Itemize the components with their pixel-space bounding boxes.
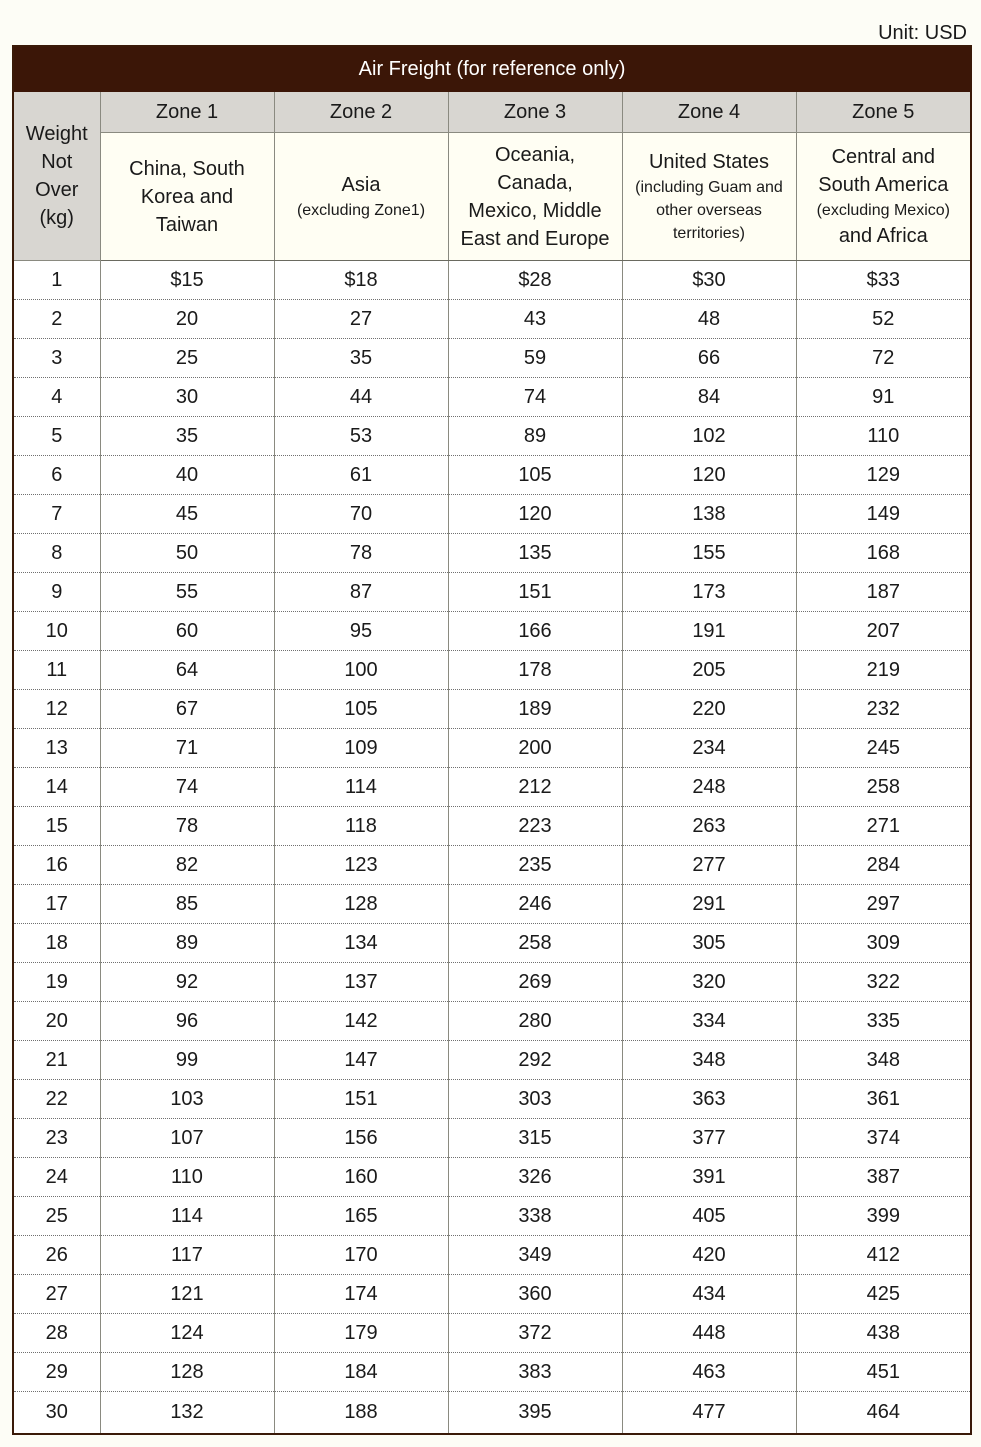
weight-column-header [13, 92, 100, 261]
zone-5-description [796, 133, 971, 261]
zone-4-rate: 138 [622, 495, 796, 534]
zone-1-rate: 55 [100, 573, 274, 612]
zone-4-rate: 477 [622, 1392, 796, 1435]
zone-4-rate: 263 [622, 807, 796, 846]
zone-4-rate: 434 [622, 1275, 796, 1314]
zone-2-rate: 105 [274, 690, 448, 729]
zone-4-rate: 277 [622, 846, 796, 885]
zone-5-rate: $33 [796, 261, 971, 300]
zone-4-rate: 391 [622, 1158, 796, 1197]
zone-4-rate: 363 [622, 1080, 796, 1119]
zone-3-rate: 151 [448, 573, 622, 612]
zone-4-rate: 291 [622, 885, 796, 924]
zone-1-rate: 20 [100, 300, 274, 339]
zone-1-rate: 128 [100, 1353, 274, 1392]
weight-cell: 2 [13, 300, 100, 339]
zone-2-rate: 156 [274, 1119, 448, 1158]
zone-5-rate: 187 [796, 573, 971, 612]
zone-1-rate: 25 [100, 339, 274, 378]
zone-2-rate: 170 [274, 1236, 448, 1275]
zone-5-rate: 425 [796, 1275, 971, 1314]
weight-cell: 13 [13, 729, 100, 768]
weight-cell: 14 [13, 768, 100, 807]
zone-3-rate: 383 [448, 1353, 622, 1392]
zone-3-rate: 395 [448, 1392, 622, 1435]
air-freight-table [12, 45, 972, 1435]
weight-cell: 18 [13, 924, 100, 963]
zone-desc-subnote: (excluding Mexico) [816, 202, 950, 219]
zone-1-rate: 30 [100, 378, 274, 417]
zone-desc-line: South America [818, 174, 949, 196]
zone-3-rate: 120 [448, 495, 622, 534]
zone-1-rate: 121 [100, 1275, 274, 1314]
zone-1-rate: 107 [100, 1119, 274, 1158]
zone-4-rate: 448 [622, 1314, 796, 1353]
zone-5-rate: 322 [796, 963, 971, 1002]
zone-3-rate: 360 [448, 1275, 622, 1314]
zone-4-rate: 377 [622, 1119, 796, 1158]
zone-5-rate: 271 [796, 807, 971, 846]
zone-2-rate: 184 [274, 1353, 448, 1392]
zone-5-rate: 91 [796, 378, 971, 417]
zone-desc-subnote: territories) [672, 225, 745, 242]
zone-3-rate: $28 [448, 261, 622, 300]
zone-4-rate: 205 [622, 651, 796, 690]
zone-desc-line: Central and [831, 146, 935, 168]
zone-1-header: Zone 1 [100, 92, 274, 133]
zone-1-rate: 45 [100, 495, 274, 534]
zone-desc-line: United States [648, 151, 770, 173]
zone-3-rate: 315 [448, 1119, 622, 1158]
weight-cell: 15 [13, 807, 100, 846]
table-row [13, 573, 971, 612]
zone-4-rate: 234 [622, 729, 796, 768]
zone-4-rate: 173 [622, 573, 796, 612]
zone-3-rate: 212 [448, 768, 622, 807]
table-row [13, 729, 971, 768]
zone-2-rate: 188 [274, 1392, 448, 1435]
zone-1-rate: 117 [100, 1236, 274, 1275]
zone-desc-subnote: other overseas [656, 202, 762, 219]
zone-1-rate: 40 [100, 456, 274, 495]
zone-3-rate: 43 [448, 300, 622, 339]
zone-1-rate: 60 [100, 612, 274, 651]
zone-5-rate: 297 [796, 885, 971, 924]
zone-3-rate: 74 [448, 378, 622, 417]
zone-2-rate: 165 [274, 1197, 448, 1236]
zone-2-rate: 100 [274, 651, 448, 690]
zone-2-rate: 174 [274, 1275, 448, 1314]
weight-cell: 29 [13, 1353, 100, 1392]
zone-3-rate: 303 [448, 1080, 622, 1119]
zone-1-rate: $15 [100, 261, 274, 300]
weight-cell: 16 [13, 846, 100, 885]
zone-5-rate: 258 [796, 768, 971, 807]
table-row [13, 534, 971, 573]
zone-5-rate: 361 [796, 1080, 971, 1119]
zone-4-rate: 120 [622, 456, 796, 495]
zone-5-rate: 110 [796, 417, 971, 456]
zone-3-rate: 189 [448, 690, 622, 729]
zone-3-rate: 246 [448, 885, 622, 924]
zone-2-rate: 147 [274, 1041, 448, 1080]
table-row [13, 690, 971, 729]
zone-4-rate: 320 [622, 963, 796, 1002]
table-row [13, 1236, 971, 1275]
zone-3-rate: 326 [448, 1158, 622, 1197]
zone-3-rate: 135 [448, 534, 622, 573]
zone-2-rate: 134 [274, 924, 448, 963]
weight-header-line: Weight [25, 123, 88, 145]
weight-cell: 26 [13, 1236, 100, 1275]
zone-1-rate: 110 [100, 1158, 274, 1197]
zone-4-rate: 155 [622, 534, 796, 573]
table-title-row [13, 46, 971, 92]
weight-cell: 22 [13, 1080, 100, 1119]
weight-header-line: Over [35, 179, 79, 201]
zone-2-rate: 70 [274, 495, 448, 534]
weight-cell: 4 [13, 378, 100, 417]
zone-2-rate: 179 [274, 1314, 448, 1353]
zone-1-rate: 71 [100, 729, 274, 768]
zone-1-rate: 114 [100, 1197, 274, 1236]
zone-3-rate: 372 [448, 1314, 622, 1353]
table-row [13, 1353, 971, 1392]
zone-2-rate: 27 [274, 300, 448, 339]
table-row [13, 495, 971, 534]
zone-1-rate: 96 [100, 1002, 274, 1041]
zone-3-rate: 223 [448, 807, 622, 846]
zone-3-rate: 59 [448, 339, 622, 378]
zone-2-rate: 137 [274, 963, 448, 1002]
zone-1-rate: 67 [100, 690, 274, 729]
zone-1-rate: 35 [100, 417, 274, 456]
zone-4-rate: 248 [622, 768, 796, 807]
zone-2-rate: 78 [274, 534, 448, 573]
zone-2-rate: 123 [274, 846, 448, 885]
zone-5-rate: 232 [796, 690, 971, 729]
zone-2-header: Zone 2 [274, 92, 448, 133]
zone-2-rate: 160 [274, 1158, 448, 1197]
table-row [13, 378, 971, 417]
zone-1-rate: 124 [100, 1314, 274, 1353]
zone-5-rate: 399 [796, 1197, 971, 1236]
zone-1-rate: 78 [100, 807, 274, 846]
zone-1-rate: 99 [100, 1041, 274, 1080]
zone-3-rate: 89 [448, 417, 622, 456]
table-row [13, 1041, 971, 1080]
zone-1-rate: 82 [100, 846, 274, 885]
table-row [13, 261, 971, 300]
zone-4-description [622, 133, 796, 261]
zone-3-header: Zone 3 [448, 92, 622, 133]
zone-2-rate: 142 [274, 1002, 448, 1041]
weight-cell: 8 [13, 534, 100, 573]
zone-3-rate: 280 [448, 1002, 622, 1041]
zone-1-description [100, 133, 274, 261]
zone-desc-line: Asia [341, 174, 381, 196]
weight-header-line: (kg) [39, 207, 74, 229]
table-row [13, 1275, 971, 1314]
zone-5-rate: 451 [796, 1353, 971, 1392]
zone-1-rate: 89 [100, 924, 274, 963]
zone-desc-line: Oceania, [494, 143, 576, 166]
zone-desc-line: Canada, [497, 171, 573, 194]
zone-5-rate: 309 [796, 924, 971, 963]
table-row [13, 1392, 971, 1435]
zone-3-rate: 235 [448, 846, 622, 885]
zone-1-rate: 132 [100, 1392, 274, 1435]
weight-cell: 7 [13, 495, 100, 534]
zone-5-rate: 438 [796, 1314, 971, 1353]
zone-desc-line: Mexico, Middle [468, 199, 602, 222]
table-title: Air Freight (for reference only) [13, 46, 971, 92]
zone-4-rate: 334 [622, 1002, 796, 1041]
weight-cell: 12 [13, 690, 100, 729]
zone-5-rate: 219 [796, 651, 971, 690]
zone-2-rate: 95 [274, 612, 448, 651]
zone-desc-line: and Africa [838, 225, 928, 247]
weight-cell: 19 [13, 963, 100, 1002]
zone-desc-line: China, South [129, 157, 245, 180]
zone-4-rate: 463 [622, 1353, 796, 1392]
zone-4-rate: 220 [622, 690, 796, 729]
zone-2-rate: 109 [274, 729, 448, 768]
zone-5-rate: 72 [796, 339, 971, 378]
zone-5-rate: 464 [796, 1392, 971, 1435]
zone-3-rate: 105 [448, 456, 622, 495]
weight-cell: 21 [13, 1041, 100, 1080]
zone-4-rate: 66 [622, 339, 796, 378]
table-row [13, 1158, 971, 1197]
zone-4-rate: 191 [622, 612, 796, 651]
weight-cell: 17 [13, 885, 100, 924]
zone-5-rate: 52 [796, 300, 971, 339]
table-row [13, 651, 971, 690]
table-row [13, 846, 971, 885]
zone-4-rate: 405 [622, 1197, 796, 1236]
zone-4-rate: 84 [622, 378, 796, 417]
table-row [13, 807, 971, 846]
zone-1-rate: 74 [100, 768, 274, 807]
zone-2-rate: $18 [274, 261, 448, 300]
zone-5-rate: 387 [796, 1158, 971, 1197]
zone-4-rate: 348 [622, 1041, 796, 1080]
weight-cell: 5 [13, 417, 100, 456]
zone-3-rate: 338 [448, 1197, 622, 1236]
weight-cell: 20 [13, 1002, 100, 1041]
zone-2-rate: 53 [274, 417, 448, 456]
zone-2-rate: 35 [274, 339, 448, 378]
zone-5-rate: 149 [796, 495, 971, 534]
zone-4-rate: 305 [622, 924, 796, 963]
zone-3-description [448, 133, 622, 261]
table-row [13, 339, 971, 378]
weight-cell: 3 [13, 339, 100, 378]
zone-1-rate: 103 [100, 1080, 274, 1119]
weight-cell: 11 [13, 651, 100, 690]
zone-header-row [13, 92, 971, 133]
weight-cell: 6 [13, 456, 100, 495]
table-row [13, 1314, 971, 1353]
table-row [13, 300, 971, 339]
zone-3-rate: 178 [448, 651, 622, 690]
zone-desc-subnote: (excluding Zone1) [296, 202, 426, 219]
zone-4-rate: 102 [622, 417, 796, 456]
zone-2-rate: 118 [274, 807, 448, 846]
zone-5-rate: 284 [796, 846, 971, 885]
zone-5-rate: 348 [796, 1041, 971, 1080]
zone-desc-line: Korea and [140, 185, 234, 208]
zone-description-row [13, 133, 971, 261]
table-row [13, 612, 971, 651]
table-row [13, 1002, 971, 1041]
zone-2-rate: 128 [274, 885, 448, 924]
zone-4-rate: $30 [622, 261, 796, 300]
zone-5-rate: 207 [796, 612, 971, 651]
zone-1-rate: 64 [100, 651, 274, 690]
zone-1-rate: 92 [100, 963, 274, 1002]
zone-5-rate: 129 [796, 456, 971, 495]
zone-5-rate: 168 [796, 534, 971, 573]
zone-2-rate: 114 [274, 768, 448, 807]
unit-label: Unit: USD [878, 22, 967, 44]
table-row [13, 417, 971, 456]
zone-1-rate: 50 [100, 534, 274, 573]
table-row [13, 885, 971, 924]
weight-cell: 9 [13, 573, 100, 612]
zone-5-rate: 412 [796, 1236, 971, 1275]
zone-5-header: Zone 5 [796, 92, 971, 133]
zone-2-rate: 87 [274, 573, 448, 612]
zone-desc-line: East and Europe [460, 227, 610, 250]
zone-1-rate: 85 [100, 885, 274, 924]
zone-desc-line: Taiwan [155, 213, 219, 236]
table-row [13, 924, 971, 963]
weight-cell: 30 [13, 1392, 100, 1435]
weight-cell: 25 [13, 1197, 100, 1236]
weight-cell: 24 [13, 1158, 100, 1197]
table-row [13, 1197, 971, 1236]
zone-desc-subnote: (including Guam and [635, 179, 783, 196]
weight-header-line: Not [41, 151, 73, 173]
table-row [13, 1080, 971, 1119]
zone-3-rate: 200 [448, 729, 622, 768]
zone-2-rate: 61 [274, 456, 448, 495]
zone-4-rate: 420 [622, 1236, 796, 1275]
zone-3-rate: 258 [448, 924, 622, 963]
zone-5-rate: 374 [796, 1119, 971, 1158]
table-row [13, 1119, 971, 1158]
zone-2-rate: 151 [274, 1080, 448, 1119]
weight-cell: 27 [13, 1275, 100, 1314]
zone-3-rate: 166 [448, 612, 622, 651]
rate-table-body [13, 261, 971, 1435]
zone-5-rate: 335 [796, 1002, 971, 1041]
table-row [13, 963, 971, 1002]
zone-2-rate: 44 [274, 378, 448, 417]
zone-3-rate: 349 [448, 1236, 622, 1275]
weight-cell: 10 [13, 612, 100, 651]
table-row [13, 768, 971, 807]
zone-2-description [274, 133, 448, 261]
table-row [13, 456, 971, 495]
zone-3-rate: 269 [448, 963, 622, 1002]
zone-5-rate: 245 [796, 729, 971, 768]
weight-cell: 23 [13, 1119, 100, 1158]
zone-3-rate: 292 [448, 1041, 622, 1080]
weight-cell: 28 [13, 1314, 100, 1353]
zone-4-header: Zone 4 [622, 92, 796, 133]
weight-cell: 1 [13, 261, 100, 300]
zone-4-rate: 48 [622, 300, 796, 339]
